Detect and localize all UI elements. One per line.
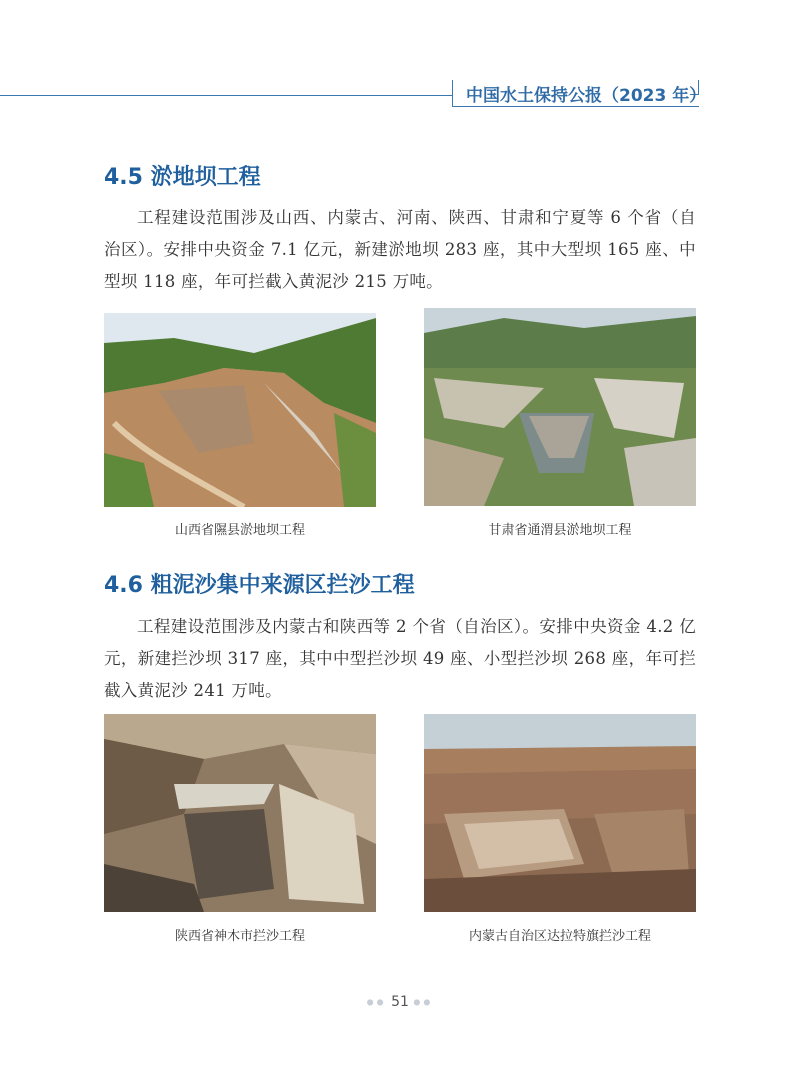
- photo-dalad-caption: 内蒙古自治区达拉特旗拦沙工程: [468, 929, 651, 944]
- photo-gansu-dam: [424, 308, 696, 506]
- photo-shenmu-caption: 陕西省神木市拦沙工程: [174, 929, 305, 944]
- section-4-6-title: 4.6 粗泥沙集中来源区拦沙工程: [104, 573, 415, 598]
- section-4-5-paragraph: 工程建设范围涉及山西、内蒙古、河南、陕西、甘肃和宁夏等 6 个省（自治区）。安排中央资金 7.1 亿元，新建淤地坝 283 座，其中大型坝 165 座、中型坝 118 座，年可拦截入黄泥沙 215 万吨。: [104, 208, 696, 291]
- dots-right-decoration: ●●: [413, 997, 434, 1007]
- photo-shenmu-dam: [104, 714, 376, 912]
- dots-left-decoration: ●●: [366, 997, 387, 1007]
- photo-dalad-dam: [424, 714, 696, 912]
- section-4-6-paragraph: 工程建设范围涉及内蒙古和陕西等 2 个省（自治区）。安排中央资金 4.2 亿元，新建拦沙坝 317 座，其中中型拦沙坝 49 座、小型拦沙坝 268 座，年可拦截入黄泥沙 241 万吨。: [104, 617, 696, 700]
- header-rule: [0, 95, 452, 96]
- report-title: 中国水土保持公报（2023 年）: [466, 86, 707, 106]
- photo-gansu-caption: 甘肃省通渭县淤地坝工程: [488, 523, 632, 538]
- page-number: [340, 994, 460, 1010]
- photo-shanxi-dam: [104, 313, 376, 507]
- section-4-5-title: 4.5 淤地坝工程: [104, 165, 261, 190]
- photo-shanxi-caption: 山西省隰县淤地坝工程: [174, 523, 305, 538]
- page-number-value: 51: [391, 994, 409, 1010]
